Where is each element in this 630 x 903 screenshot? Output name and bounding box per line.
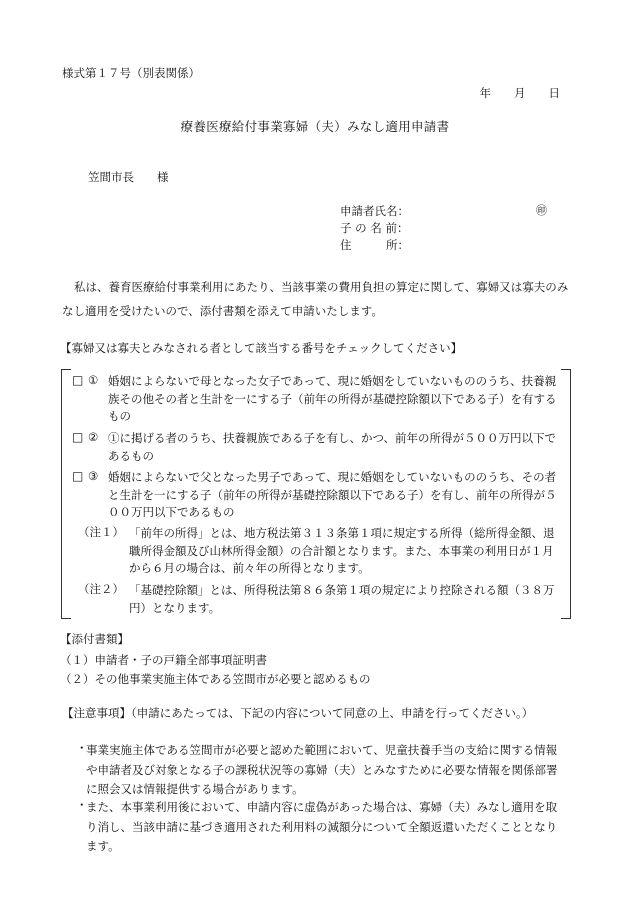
addressee: 笠間市長 様 xyxy=(88,170,169,184)
bullet-mark-1: ・ xyxy=(76,741,88,755)
precautions-block xyxy=(62,704,568,724)
applicant-name-row xyxy=(340,204,560,220)
checkbox-1[interactable]: □ xyxy=(72,373,84,387)
attachments-heading: 【添付書類】 xyxy=(60,632,129,646)
attachment-item-2: （２）その他事業実施主体である笠間市が必要と認めるもの xyxy=(60,672,371,686)
attachment-item-1: （１）申請者・子の戸籍全部事項証明書 xyxy=(60,653,267,667)
precaution-text-2: また、本事業利用後において、申請内容に虚偽があった場合は、寡婦（夫）みなし適用を取り消し、当該申請に基づき適用された利用料の減額分について全額返還いただくこととなります。 xyxy=(86,800,558,853)
option-text-3: 婚姻によらないで父となった男子であって、現に婚姻をしていないもののうち、その者と生計を一にする子（前年の所得が基礎控除額以下である子）を有し、前年の所得が５００万円以下であるもの xyxy=(108,470,557,519)
bullet-mark-2: ・ xyxy=(76,798,88,812)
note-text-2: 「基礎控除額」とは、所得税法第８６条第１項の規定により控除される額（３８万円）となります。 xyxy=(129,583,555,615)
checkbox-3[interactable]: □ xyxy=(72,469,84,483)
child-name-row xyxy=(340,221,560,237)
option-number-2: ② xyxy=(88,430,99,444)
option-text-1: 婚姻によらないで母となった女子であって、現に婚姻をしていないもののうち、扶養親族その他その者と生計を一にする子（前年の所得が基礎控除額以下である子）を有するもの xyxy=(108,374,557,423)
intro-text: 私は、養育医療給付事業利用にあたり、当該事業の費用負担の算定に関して、寡婦又は寡夫のみなし適用を受けたいので、添付書類を添えて申請いたします。 xyxy=(62,280,569,318)
child-name-label: 子 の 名 前： xyxy=(340,221,409,235)
option-number-1: ① xyxy=(88,373,99,387)
applicant-name-label: 申請者氏名： xyxy=(340,204,409,218)
precautions-heading: 【注意事項】 xyxy=(62,706,131,720)
check-section-heading: 【寡婦又は寡夫とみなされる者として該当する番号をチェックしてください】 xyxy=(60,341,463,355)
note-label-2: （注２） xyxy=(78,582,124,596)
note-label-1: （注１） xyxy=(78,525,124,539)
address-row xyxy=(340,238,560,254)
form-number: 様式第１７号（別表関係） xyxy=(62,66,200,80)
option-text-2: ①に掲げる者のうち、扶養親族である子を有し、かつ、前年の所得が５００万円以下であるもの xyxy=(108,431,557,463)
date-field: 年 月 日 xyxy=(479,86,560,100)
option-number-3: ③ xyxy=(88,469,99,483)
address-label: 住 所： xyxy=(340,238,409,252)
precaution-text-1: 事業実施主体である笠間市が必要と認めた範囲において、児童扶養手当の支給に関する情報や申請者及び対象となる子の課税状況等の寡婦（夫）とみなすために必要な情報を関係部署に照会又は情報提供する場合があります。 xyxy=(86,743,558,796)
note-text-1: 「前年の所得」とは、地方税法第３１３条第１項に規定する所得（総所得金額、退職所得金額及び山林所得金額）の合計額となります。また、本事業の利用日が１月から６月の場合は、前々年の所得となります。 xyxy=(129,526,555,575)
seal-mark-icon: ㊞ xyxy=(536,204,547,217)
bracket-left xyxy=(61,369,71,619)
intro-paragraph xyxy=(62,275,572,323)
precautions-intro: （申請にあたっては、下記の内容について同意の上、申請を行ってください。） xyxy=(131,706,534,720)
checkbox-2[interactable]: □ xyxy=(72,430,84,444)
page-title: 療養医療給付事業寡婦（夫）みなし適用申請書 xyxy=(180,119,450,134)
